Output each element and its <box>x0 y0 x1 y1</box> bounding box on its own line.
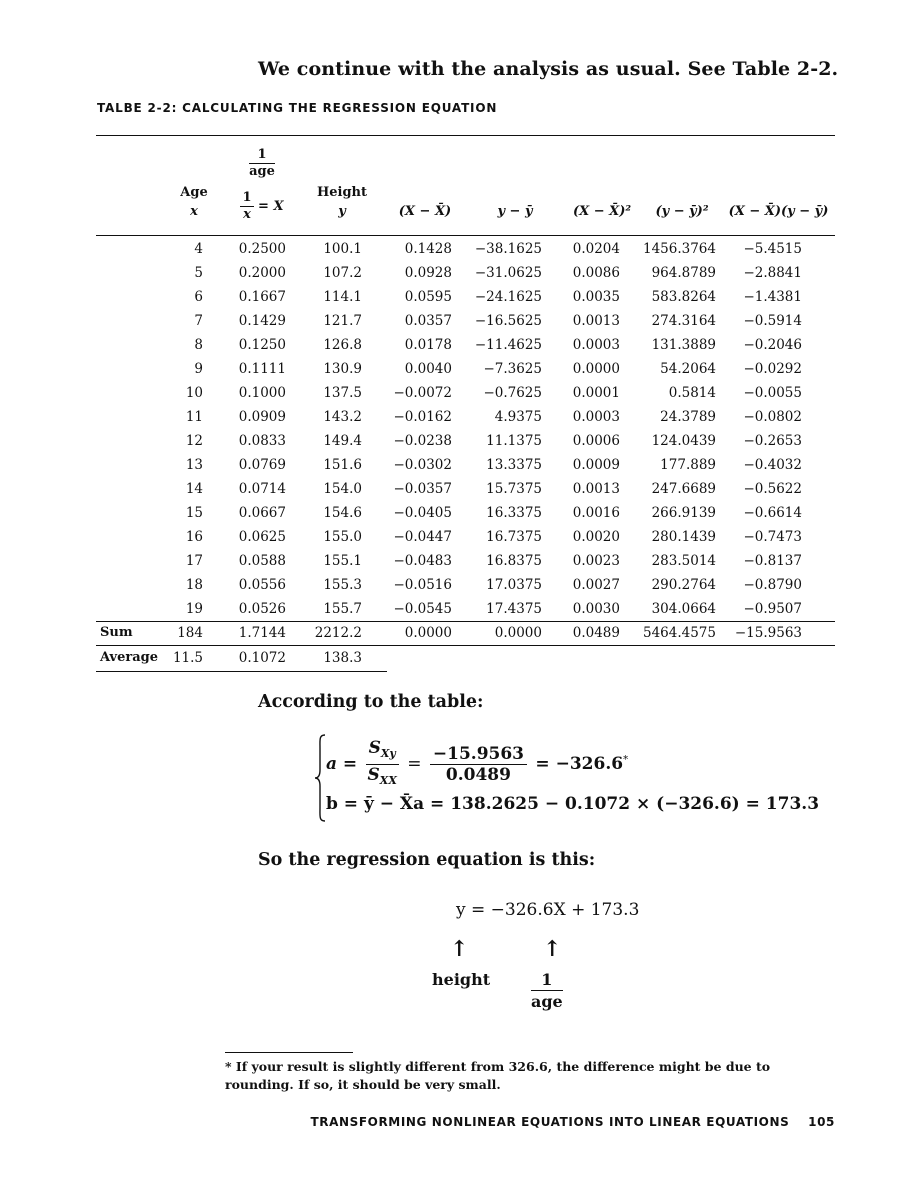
table-cell: 5464.4575 <box>642 625 716 641</box>
table-cell: 121.7 <box>323 313 362 329</box>
footer-title: TRANSFORMING NONLINEAR EQUATIONS INTO LINEAR EQUATIONS <box>310 1115 790 1129</box>
equation-a: a = $\frac{S_{Xy}}{S_{XX}}$ = $\frac{-15.9563}{0.0489}$ = −326.6* <box>326 738 629 787</box>
table-cell: −0.6614 <box>743 505 802 521</box>
page-number: 105 <box>808 1115 835 1129</box>
table-row <box>96 477 835 501</box>
table-cell: −0.0357 <box>393 481 452 497</box>
table-cell: 9 <box>194 361 203 377</box>
average-row <box>96 646 835 670</box>
table-cell: 124.0439 <box>651 433 716 449</box>
table-cell: 15 <box>185 505 203 521</box>
arrow-up-icon: ↑ <box>543 936 562 962</box>
table-cell: 0.0023 <box>572 553 620 569</box>
table-cell: 155.7 <box>323 601 362 617</box>
table-cell: −0.8137 <box>743 553 802 569</box>
table-cell: −0.0516 <box>393 577 452 593</box>
table-cell: −0.2653 <box>743 433 802 449</box>
table-cell: 149.4 <box>323 433 362 449</box>
table-cell: 0.0013 <box>572 313 620 329</box>
table-cell: 17 <box>185 553 203 569</box>
table-cell: 0.0489 <box>572 625 620 641</box>
header-height: Height y <box>316 185 368 219</box>
table-cell: 19 <box>185 601 203 617</box>
table-cell: 0.0588 <box>238 553 286 569</box>
table-cell: −0.7473 <box>743 529 802 545</box>
table-cell: 964.8789 <box>651 265 716 281</box>
table-cell: −2.8841 <box>743 265 802 281</box>
label-inverse-age: $\frac{1}{\text{age}}$ <box>531 970 563 1011</box>
table-row <box>96 237 835 261</box>
according-text: According to the table: <box>258 692 484 712</box>
table-cell: −24.1625 <box>474 289 542 305</box>
table-cell: −0.8790 <box>743 577 802 593</box>
table-cell: 11.1375 <box>486 433 542 449</box>
table-cell: 100.1 <box>323 241 362 257</box>
table-cell: 11.5 <box>172 650 203 666</box>
table-cell: 10 <box>185 385 203 401</box>
table-cell: −0.0238 <box>393 433 452 449</box>
table-cell: 0.1250 <box>238 337 286 353</box>
table-row <box>96 453 835 477</box>
table-cell: 4 <box>194 241 203 257</box>
label-height: height <box>432 970 491 989</box>
table-top-rule <box>96 135 835 136</box>
table-cell: 114.1 <box>323 289 362 305</box>
table-cell: 0.0667 <box>238 505 286 521</box>
table-cell: 0.0625 <box>238 529 286 545</box>
table-cell: −0.5622 <box>743 481 802 497</box>
table-cell: −0.5914 <box>743 313 802 329</box>
table-cell: 13 <box>185 457 203 473</box>
table-row <box>96 261 835 285</box>
table-cell: 154.0 <box>323 481 362 497</box>
table-row <box>96 309 835 333</box>
table-cell: 247.6689 <box>651 481 716 497</box>
table-cell: 15.7375 <box>486 481 542 497</box>
table-row <box>96 501 835 525</box>
table-cell: 154.6 <box>323 505 362 521</box>
table-cell: −0.0447 <box>393 529 452 545</box>
table-cell: 0.0714 <box>238 481 286 497</box>
table-cell: 0.2000 <box>238 265 286 281</box>
table-cell: −0.0302 <box>393 457 452 473</box>
table-cell: 143.2 <box>323 409 362 425</box>
footnote-rule <box>225 1052 353 1053</box>
table-cell: −0.2046 <box>743 337 802 353</box>
table-cell: 0.1667 <box>238 289 286 305</box>
table-cell: 0.1000 <box>238 385 286 401</box>
average-bottom-rule <box>96 671 387 672</box>
average-label: Average <box>100 650 159 665</box>
table-cell: 290.2764 <box>651 577 716 593</box>
table-cell: 0.0006 <box>572 433 620 449</box>
table-cell: 0.0526 <box>238 601 286 617</box>
arrow-up-icon: ↑ <box>450 936 469 962</box>
table-cell: 151.6 <box>323 457 362 473</box>
table-cell: −5.4515 <box>743 241 802 257</box>
table-cell: 0.0086 <box>572 265 620 281</box>
table-cell: −7.3625 <box>483 361 542 377</box>
table-cell: 13.3375 <box>486 457 542 473</box>
table-cell: 8 <box>194 337 203 353</box>
table-cell: 17.4375 <box>486 601 542 617</box>
table-cell: 0.1111 <box>238 361 286 377</box>
table-cell: 6 <box>194 289 203 305</box>
table-row <box>96 549 835 573</box>
table-cell: −0.0055 <box>743 385 802 401</box>
table-cell: 16 <box>185 529 203 545</box>
table-cell: 0.0000 <box>572 361 620 377</box>
table-cell: 274.3164 <box>651 313 716 329</box>
table-cell: 0.0178 <box>404 337 452 353</box>
table-cell: 1.7144 <box>238 625 286 641</box>
so-text: So the regression equation is this: <box>258 850 596 870</box>
table-cell: 266.9139 <box>651 505 716 521</box>
table-cell: 0.0357 <box>404 313 452 329</box>
header-bottom-rule <box>96 235 835 236</box>
table-cell: 18 <box>185 577 203 593</box>
table-caption: TALBE 2-2: CALCULATING THE REGRESSION EQUATION <box>97 101 498 115</box>
table-cell: 131.3889 <box>651 337 716 353</box>
sum-label: Sum <box>100 625 133 640</box>
table-cell: −0.0292 <box>743 361 802 377</box>
equation-system <box>314 734 820 824</box>
table-cell: 11 <box>185 409 203 425</box>
left-brace <box>314 734 326 822</box>
table-cell: 0.0833 <box>238 433 286 449</box>
table-cell: 0.0040 <box>404 361 452 377</box>
table-cell: 304.0664 <box>651 601 716 617</box>
table-cell: −0.0483 <box>393 553 452 569</box>
table-cell: 0.2500 <box>238 241 286 257</box>
table-row <box>96 597 835 621</box>
table-cell: 5 <box>194 265 203 281</box>
table-row <box>96 405 835 429</box>
table-cell: 0.0030 <box>572 601 620 617</box>
table-cell: 0.0000 <box>494 625 542 641</box>
table-cell: 2212.2 <box>314 625 362 641</box>
table-cell: 16.8375 <box>486 553 542 569</box>
table-row <box>96 357 835 381</box>
table-cell: 177.889 <box>660 457 716 473</box>
table-cell: 283.5014 <box>651 553 716 569</box>
table-cell: 155.0 <box>323 529 362 545</box>
table-cell: 0.0020 <box>572 529 620 545</box>
footnote: * If your result is slightly different from 326.6, the difference might be due to rounding. If so, it should be very small. <box>225 1059 771 1092</box>
table-cell: −0.0545 <box>393 601 452 617</box>
header-dxdy: (X − X̄)(y − ȳ) <box>728 204 829 219</box>
page-footer <box>310 1115 835 1129</box>
table-cell: 0.0000 <box>404 625 452 641</box>
table-cell: 583.8264 <box>651 289 716 305</box>
table-cell: 16.7375 <box>486 529 542 545</box>
table-cell: 0.0769 <box>238 457 286 473</box>
table-row <box>96 429 835 453</box>
table-cell: 0.0013 <box>572 481 620 497</box>
table-cell: 130.9 <box>323 361 362 377</box>
table-cell: 4.9375 <box>494 409 542 425</box>
equation-b: b = ȳ − X̄a = 138.2625 − 0.1072 × (−326.6) = 173.3 <box>326 794 820 814</box>
table-row <box>96 285 835 309</box>
table-cell: 126.8 <box>323 337 362 353</box>
table-cell: 0.1072 <box>238 650 286 666</box>
table-cell: 12 <box>185 433 203 449</box>
table-cell: −11.4625 <box>474 337 542 353</box>
table-cell: 0.1429 <box>238 313 286 329</box>
header-dy2: (y − ȳ)² <box>655 204 709 219</box>
table-row <box>96 381 835 405</box>
table-cell: −16.5625 <box>474 313 542 329</box>
table-cell: 0.0909 <box>238 409 286 425</box>
table-row <box>96 333 835 357</box>
table-cell: 0.0204 <box>572 241 620 257</box>
table-cell: 0.0556 <box>238 577 286 593</box>
table-cell: 1456.3764 <box>642 241 716 257</box>
header-dx: (X − X̄) <box>398 204 452 219</box>
table-cell: 16.3375 <box>486 505 542 521</box>
header-inverse-age: $\frac{1}{\text{age}}$ $\frac{1}{x}$ = X <box>242 147 284 222</box>
table-cell: −1.4381 <box>743 289 802 305</box>
table-cell: −0.4032 <box>743 457 802 473</box>
table-cell: 0.0035 <box>572 289 620 305</box>
final-equation: y = −326.6X + 173.3 <box>456 900 640 920</box>
table-cell: 17.0375 <box>486 577 542 593</box>
table-cell: 0.0003 <box>572 409 620 425</box>
table-cell: 24.3789 <box>660 409 716 425</box>
table-row <box>96 525 835 549</box>
table-cell: −31.0625 <box>474 265 542 281</box>
table-cell: 0.5814 <box>668 385 716 401</box>
table-cell: 54.2064 <box>660 361 716 377</box>
table-cell: 155.1 <box>323 553 362 569</box>
table-cell: −15.9563 <box>734 625 802 641</box>
header-age: Age x <box>180 185 208 219</box>
table-cell: 280.1439 <box>651 529 716 545</box>
table-cell: 0.0003 <box>572 337 620 353</box>
sum-row <box>96 621 835 645</box>
table-cell: 0.0016 <box>572 505 620 521</box>
table-cell: 138.3 <box>323 650 362 666</box>
table-cell: 107.2 <box>323 265 362 281</box>
table-cell: 14 <box>185 481 203 497</box>
table-cell: 155.3 <box>323 577 362 593</box>
table-cell: −0.0802 <box>743 409 802 425</box>
table-cell: 0.0027 <box>572 577 620 593</box>
header-dy: y − ȳ <box>497 204 533 219</box>
table-cell: 7 <box>194 313 203 329</box>
table-cell: 0.0595 <box>404 289 452 305</box>
table-cell: −0.7625 <box>483 385 542 401</box>
table-cell: −0.0162 <box>393 409 452 425</box>
table-cell: 137.5 <box>323 385 362 401</box>
table-cell: 0.0928 <box>404 265 452 281</box>
table-row <box>96 573 835 597</box>
intro-text: We continue with the analysis as usual. See Table 2-2. <box>258 58 839 80</box>
table-cell: −0.9507 <box>743 601 802 617</box>
table-cell: 0.1428 <box>404 241 452 257</box>
header-dx2: (X − X̄)² <box>572 204 632 219</box>
table-cell: 0.0001 <box>572 385 620 401</box>
table-cell: 184 <box>177 625 203 641</box>
table-cell: −38.1625 <box>474 241 542 257</box>
table-cell: −0.0405 <box>393 505 452 521</box>
table-cell: 0.0009 <box>572 457 620 473</box>
table-cell: −0.0072 <box>393 385 452 401</box>
